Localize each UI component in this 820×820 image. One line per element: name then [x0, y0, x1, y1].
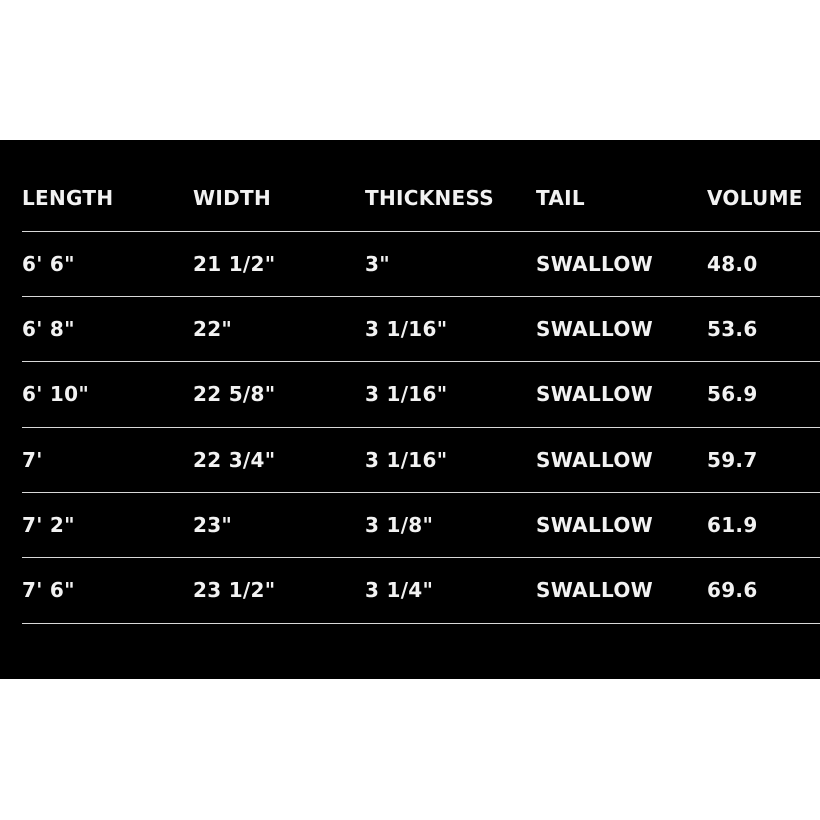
- table-row: [22, 231, 820, 296]
- cell-thickness: 3 1/16": [365, 447, 448, 472]
- cell-width: 23 1/2": [193, 577, 276, 602]
- cell-volume: 69.6: [707, 577, 758, 602]
- header-thickness: THICKNESS: [365, 185, 495, 210]
- cell-tail: SWALLOW: [536, 577, 653, 602]
- cell-volume: 61.9: [707, 512, 758, 537]
- cell-width: 23": [193, 512, 233, 537]
- table-row: [22, 427, 820, 492]
- table-row: [22, 557, 820, 622]
- cell-width: 22 5/8": [193, 381, 276, 406]
- cell-tail: SWALLOW: [536, 316, 653, 341]
- cell-tail: SWALLOW: [536, 447, 653, 472]
- cell-thickness: 3 1/16": [365, 316, 448, 341]
- cell-thickness: 3 1/4": [365, 577, 434, 602]
- cell-length: 7' 6": [22, 577, 75, 602]
- cell-volume: 48.0: [707, 251, 758, 276]
- table-row: [22, 361, 820, 426]
- cell-length: 6' 10": [22, 381, 90, 406]
- table-row: [22, 492, 820, 557]
- divider: [22, 623, 820, 624]
- cell-length: 7': [22, 447, 43, 472]
- header-row: [22, 165, 820, 230]
- cell-width: 22": [193, 316, 233, 341]
- cell-thickness: 3": [365, 251, 390, 276]
- size-chart-panel: [0, 140, 820, 679]
- cell-volume: 59.7: [707, 447, 758, 472]
- header-width: WIDTH: [193, 185, 271, 210]
- header-volume: VOLUME: [707, 185, 803, 210]
- cell-thickness: 3 1/16": [365, 381, 448, 406]
- cell-width: 22 3/4": [193, 447, 276, 472]
- cell-volume: 56.9: [707, 381, 758, 406]
- cell-tail: SWALLOW: [536, 381, 653, 406]
- cell-length: 6' 8": [22, 316, 75, 341]
- table-row: [22, 296, 820, 361]
- cell-volume: 53.6: [707, 316, 758, 341]
- cell-tail: SWALLOW: [536, 251, 653, 276]
- cell-thickness: 3 1/8": [365, 512, 434, 537]
- header-length: LENGTH: [22, 185, 114, 210]
- cell-tail: SWALLOW: [536, 512, 653, 537]
- header-tail: TAIL: [536, 185, 585, 210]
- cell-length: 6' 6": [22, 251, 75, 276]
- cell-length: 7' 2": [22, 512, 75, 537]
- cell-width: 21 1/2": [193, 251, 276, 276]
